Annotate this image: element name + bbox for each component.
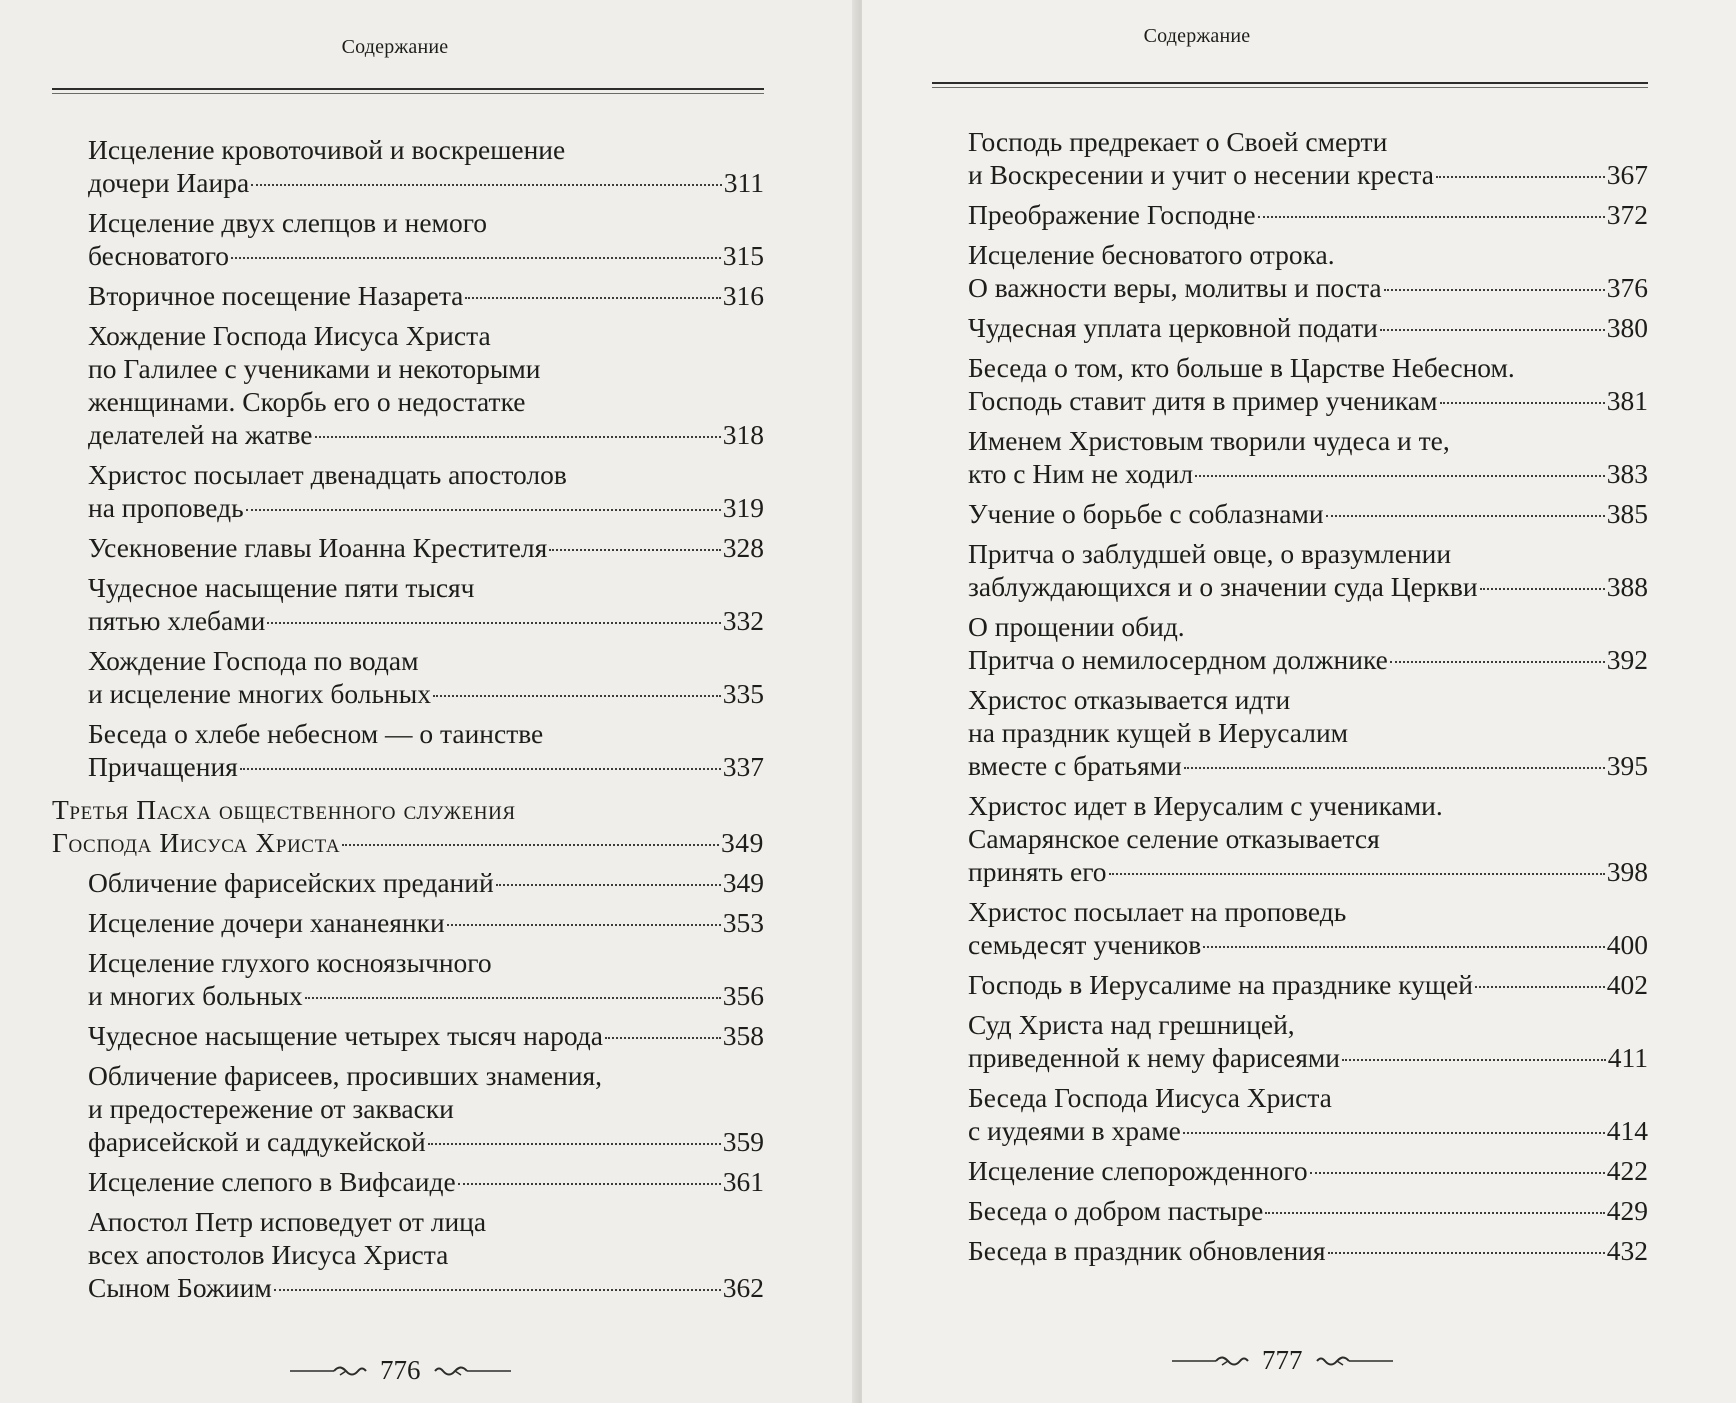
toc-page-ref: 398 [1606,856,1648,887]
toc-entry-leader-row [968,384,1648,417]
toc-list [932,125,1648,1274]
toc-entry-title-line: Беседа о хлебе небесном — о таинстве [88,718,544,749]
toc-entry-title-line: Притча о немилосердном должнике [968,644,1388,675]
toc-entry-leader-row [968,749,1648,782]
dot-leader [1480,588,1605,590]
dot-leader [240,768,721,770]
toc-page-ref: 383 [1606,458,1648,489]
toc-entry-title-line: Беседа о том, кто больше в Царстве Небесном. [968,352,1515,383]
toc-entry-title-line: и многих больных [88,980,303,1011]
toc-entry-title-line: заблуждающихся и о значении суда Церкви [968,571,1478,602]
toc-entry-title-line: Чудесное насыщение пяти тысяч [88,572,475,603]
left-page [0,0,858,1403]
toc-entry-leader-row [88,279,764,312]
toc-entry [52,531,764,564]
toc-entry-leader-row [968,968,1648,1001]
toc-entry-leader-row [52,826,764,859]
toc-entry-title-line: Господь предрекает о Своей смерти [968,126,1388,157]
flourish-ornament-icon [1313,1354,1393,1368]
toc-entry-leader-row [968,1041,1648,1074]
toc-entry [52,458,764,524]
toc-entry [932,198,1648,231]
dot-leader [1195,475,1605,477]
right-page [862,0,1736,1403]
toc-entry-title-line: пятью хлебами [88,605,266,636]
toc-entry-leader-row [88,491,764,524]
toc-page-ref: 311 [723,167,764,198]
toc-entry [932,789,1648,888]
toc-page-ref: 315 [722,240,764,271]
dot-leader [1109,873,1605,875]
toc-entry [932,311,1648,344]
toc-entry-leader-row [88,677,764,710]
toc-page-ref: 388 [1606,571,1648,602]
dot-leader [1390,661,1605,663]
toc-entry [932,497,1648,530]
toc-entry-title-line: Исцеление двух слепцов и немого [88,207,488,238]
toc-entry-title-line: вместе с братьями [968,750,1182,781]
toc-entry-leader-row [88,418,764,451]
dot-leader [1342,1059,1606,1061]
toc-entry-leader-row [968,570,1648,603]
dot-leader [496,884,721,886]
toc-entry-title-line: Хождение Господа по водам [88,645,419,676]
toc-entry [932,683,1648,782]
toc-entry [52,866,764,899]
toc-entry-leader-row [968,457,1648,490]
toc-entry-leader-row [968,643,1648,676]
toc-entry-title-line: Христос идет в Иерусалим с учениками. [968,790,1443,821]
toc-entry-title-line: Беседа в праздник обновления [968,1235,1326,1266]
toc-entry [932,1234,1648,1267]
dot-leader [1380,329,1605,331]
toc-entry [932,351,1648,417]
toc-entry-leader-row [968,1154,1648,1187]
toc-entry-title-line: Господа Иисуса Христа [52,827,341,858]
toc-entry [932,1194,1648,1227]
toc-entry [932,238,1648,304]
page-footer [1172,1345,1393,1376]
toc-page-ref: 367 [1606,159,1648,190]
toc-entry [52,133,764,199]
toc-entry [52,1205,764,1304]
toc-page-ref: 395 [1606,750,1648,781]
toc-page-ref: 372 [1606,199,1648,230]
toc-entry [52,1165,764,1198]
dot-leader [605,1037,721,1039]
toc-page-ref: 318 [722,419,764,450]
toc-entry-title-line: Учение о борьбе с соблазнами [968,498,1324,529]
dot-leader [305,997,721,999]
toc-entry-title-line: Господь ставит дитя в пример ученикам [968,385,1438,416]
toc-list [52,133,764,1311]
toc-page-ref: 349 [722,867,764,898]
toc-entry-title-line: Христос посылает на проповедь [968,896,1347,927]
toc-page-ref: 359 [722,1126,764,1157]
toc-page-ref: 432 [1606,1235,1648,1266]
toc-entry [932,610,1648,676]
toc-entry-title-line: Исцеление глухого косноязычного [88,947,492,978]
dot-leader [342,844,719,846]
toc-page-ref: 381 [1606,385,1648,416]
toc-entry-leader-row [88,166,764,199]
toc-entry-leader-row [88,604,764,637]
toc-entry-title-line: Беседа Господа Иисуса Христа [968,1082,1332,1113]
toc-entry-title-line: принять его [968,856,1107,887]
dot-leader [447,924,721,926]
toc-page-ref: 414 [1606,1115,1648,1146]
toc-page-ref: 385 [1606,498,1648,529]
toc-entry-title-line: Обличение фарисеев, просивших знамения, [88,1060,603,1091]
running-head: Содержание [341,36,449,58]
toc-entry-title-line: Преображение Господне [968,199,1256,230]
dot-leader [428,1143,721,1145]
toc-entry-title-line: Вторичное посещение Назарета [88,280,464,311]
toc-entry-title-line: Господь в Иерусалиме на празднике кущей [968,969,1474,1000]
toc-entry [52,319,764,451]
toc-entry-title-line: Исцеление дочери хананеянки [88,907,445,938]
toc-page-ref: 316 [722,280,764,311]
toc-entry-leader-row [88,531,764,564]
dot-leader [1475,986,1605,988]
dot-leader [1310,1172,1605,1174]
page-number: 777 [1262,1345,1303,1375]
dot-leader [549,549,720,551]
toc-entry [52,644,764,710]
toc-entry-title-line: О важности веры, молитвы и поста [968,272,1382,303]
toc-entry-title-line: фарисейской и саддукейской [88,1126,426,1157]
toc-entry-title-line: и исцеление многих больных [88,678,431,709]
toc-page-ref: 319 [722,492,764,523]
toc-entry-title-line: Исцеление кровоточивой и воскрешение [88,134,566,165]
toc-entry [932,125,1648,191]
toc-entry-leader-row [88,1165,764,1198]
toc-entry-leader-row [968,311,1648,344]
toc-page-ref: 376 [1606,272,1648,303]
toc-entry-title-line: Христос посылает двенадцать апостолов [88,459,567,490]
toc-entry-title-line: бесноватого [88,240,230,271]
toc-entry [52,1019,764,1052]
dot-leader [465,297,720,299]
toc-page-ref: 361 [722,1166,764,1197]
toc-page-ref: 400 [1606,929,1648,960]
toc-entry-title-line: с иудеями в храме [968,1115,1181,1146]
toc-entry-leader-row [88,979,764,1012]
toc-entry-leader-row [88,1019,764,1052]
toc-entry-title-line: Исцеление слепорожденного [968,1155,1308,1186]
dot-leader [251,184,722,186]
toc-entry [932,424,1648,490]
toc-entry-title-line: Сыном Божиим [88,1272,272,1303]
flourish-ornament-icon [1172,1354,1252,1368]
toc-entry-leader-row [88,866,764,899]
toc-entry-title-line: приведенной к нему фарисеями [968,1042,1341,1073]
dot-leader [1258,216,1605,218]
toc-entry [52,946,764,1012]
dot-leader [1184,767,1605,769]
toc-entry-leader-row [88,906,764,939]
toc-page-ref: 380 [1606,312,1648,343]
toc-entry-title-line: Исцеление бесноватого отрока. [968,239,1335,270]
toc-page-ref: 328 [722,532,764,563]
dot-leader [246,509,721,511]
dot-leader [1440,402,1605,404]
toc-entry-title-line: и предостережение от закваски [88,1093,454,1124]
toc-entry [52,906,764,939]
toc-entry-leader-row [968,1114,1648,1147]
toc-entry [52,571,764,637]
toc-page-ref: 429 [1606,1195,1648,1226]
dot-leader [315,436,721,438]
toc-entry-title-line: женщинами. Скорбь его о недостатке [88,386,526,417]
running-head: Содержание [1143,25,1251,47]
toc-entry [52,279,764,312]
toc-entry-title-line: Обличение фарисейских преданий [88,867,494,898]
toc-entry [932,537,1648,603]
toc-entry [932,1081,1648,1147]
toc-entry [52,717,764,783]
toc-entry-leader-row [968,158,1648,191]
toc-entry-title-line: делателей на жатве [88,419,313,450]
dot-leader [1328,1252,1605,1254]
toc-page-ref: 353 [722,907,764,938]
toc-entry-title-line: Суд Христа над грешницей, [968,1009,1295,1040]
toc-entry-title-line: на проповедь [88,492,244,523]
toc-entry [52,1059,764,1158]
toc-entry [932,1008,1648,1074]
toc-page-ref: 392 [1606,644,1648,675]
toc-entry-title-line: Притча о заблудшей овце, о вразумлении [968,538,1452,569]
toc-entry-leader-row [968,928,1648,961]
dot-leader [1183,1132,1605,1134]
toc-page-ref: 422 [1606,1155,1648,1186]
toc-entry-title-line: Именем Христовым творили чудеса и те, [968,425,1450,456]
header-rule [52,88,764,90]
toc-entry-title-line: по Галилее с учениками и некоторыми [88,353,541,384]
toc-entry-leader-row [88,1271,764,1304]
dot-leader [458,1183,721,1185]
toc-entry [932,895,1648,961]
toc-entry-title-line: всех апостолов Иисуса Христа [88,1239,449,1270]
toc-entry-title-line: Хождение Господа Иисуса Христа [88,320,491,351]
toc-page-ref: 358 [722,1020,764,1051]
toc-entry-title-line: Причащения [88,751,238,782]
toc-entry-title-line: Чудесная уплата церковной подати [968,312,1378,343]
toc-page-ref: 349 [720,827,764,858]
toc-entry [52,206,764,272]
toc-page-ref: 335 [722,678,764,709]
toc-entry-leader-row [968,1234,1648,1267]
toc-page-ref: 402 [1606,969,1648,1000]
toc-entry-title-line: и Воскресении и учит о несении креста [968,159,1434,190]
toc-entry-title-line: Апостол Петр исповедует от лица [88,1206,487,1237]
toc-entry-title-line: О прощении обид. [968,611,1185,642]
toc-page-ref: 332 [722,605,764,636]
toc-entry-title-line: Самарянское селение отказывается [968,823,1380,854]
dot-leader [231,257,721,259]
toc-entry-title-line: Третья Пасха общественного служения [52,794,516,825]
toc-entry-leader-row [968,497,1648,530]
toc-entry-leader-row [968,855,1648,888]
dot-leader [1265,1212,1604,1214]
toc-entry-title-line: Исцеление слепого в Вифсаиде [88,1166,456,1197]
toc-entry-title-line: кто с Ним не ходил [968,458,1194,489]
flourish-ornament-icon [290,1364,370,1378]
toc-page-ref: 362 [722,1272,764,1303]
dot-leader [433,695,721,697]
toc-entry [932,1154,1648,1187]
dot-leader [1436,176,1605,178]
toc-part-heading [52,793,764,859]
toc-page-ref: 337 [722,751,764,782]
toc-entry-title-line: Христос отказывается идти [968,684,1291,715]
toc-entry-leader-row [968,198,1648,231]
toc-page-ref: 411 [1607,1042,1648,1073]
dot-leader [274,1289,721,1291]
header-rule [932,82,1648,84]
toc-entry-title-line: дочери Иаира [88,167,250,198]
dot-leader [1384,289,1605,291]
toc-entry-leader-row [88,750,764,783]
toc-entry-leader-row [88,239,764,272]
toc-page-ref: 356 [722,980,764,1011]
toc-entry-leader-row [968,1194,1648,1227]
toc-entry-title-line: Беседа о добром пастыре [968,1195,1264,1226]
page-number: 776 [380,1355,421,1385]
toc-entry [932,968,1648,1001]
toc-entry-title-line: Чудесное насыщение четырех тысяч народа [88,1020,603,1051]
page-footer [290,1355,511,1386]
flourish-ornament-icon [431,1364,511,1378]
dot-leader [267,622,720,624]
toc-entry-leader-row [968,271,1648,304]
toc-entry-title-line: семьдесят учеников [968,929,1202,960]
dot-leader [1326,515,1605,517]
toc-entry-leader-row [88,1125,764,1158]
dot-leader [1203,946,1605,948]
toc-entry-title-line: Усекновение главы Иоанна Крестителя [88,532,548,563]
toc-entry-title-line: на праздник кущей в Иерусалим [968,717,1349,748]
